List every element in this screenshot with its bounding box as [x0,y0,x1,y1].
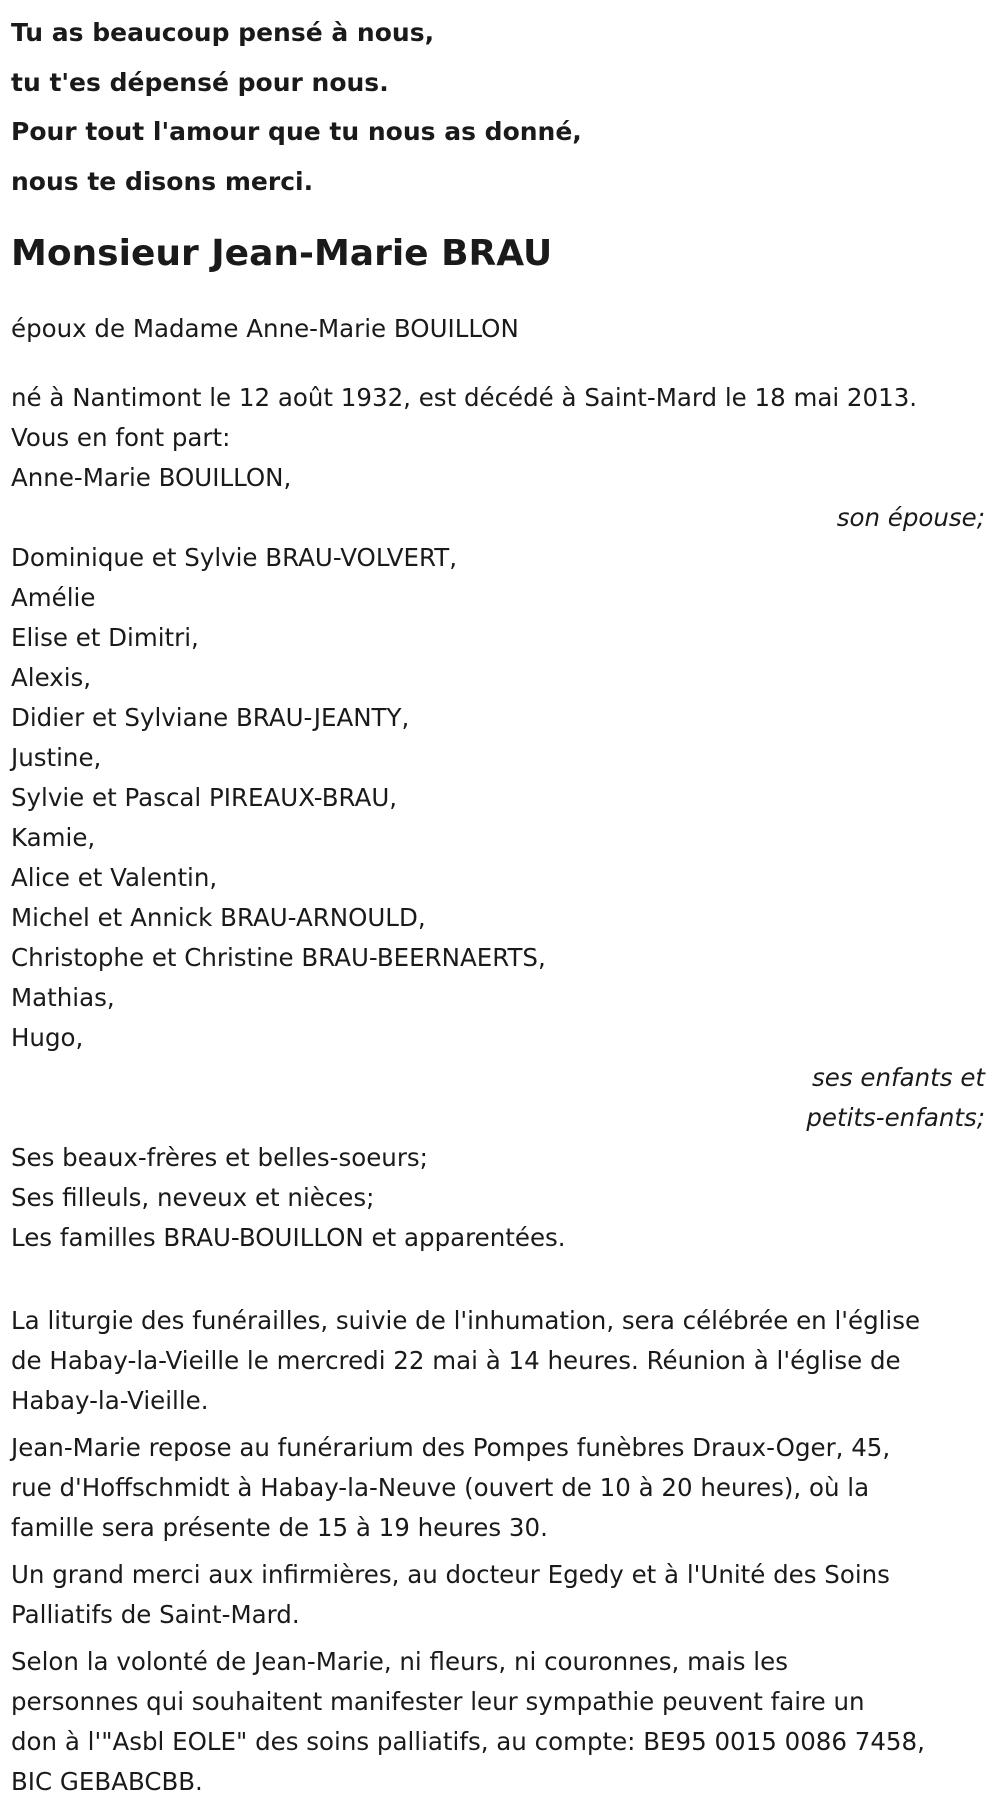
list-item: Didier et Sylviane BRAU-JEANTY, [11,703,410,732]
poem-line: Pour tout l'amour que tu nous as donné, [11,117,582,146]
text-line: Jean-Marie repose au funérarium des Pompes funèbres Draux-Oger, 45, [11,1433,891,1462]
list-item: Alice et Valentin, [11,863,218,892]
deceased-name: Monsieur Jean-Marie BRAU [11,233,553,274]
text-line: Palliatifs de Saint-Mard. [11,1600,300,1629]
list-item: Hugo, [11,1023,84,1052]
spouse-role: son épouse; [836,503,985,532]
text-line: La liturgie des funérailles, suivie de l'inhumation, sera célébrée en l'église [11,1306,921,1335]
spouse-entry: Anne-Marie BOUILLON, [11,463,292,492]
funeral-paragraph [11,1301,997,1421]
list-item: Michel et Annick BRAU-ARNOULD, [11,903,426,932]
thanks-paragraph [11,1555,997,1635]
list-item: Les familles BRAU-BOUILLON et apparentées. [11,1223,566,1252]
announcement-intro: Vous en font part: [11,423,231,452]
poem-line: nous te disons merci. [11,166,314,196]
poem-line: Tu as beaucoup pensé à nous, [11,18,435,47]
text-line: rue d'Hoffschmidt à Habay-la-Neuve (ouvert de 10 à 20 heures), où la [11,1473,870,1502]
children-role [11,1058,997,1138]
memorial-poem [11,0,997,206]
list-item: Justine, [11,743,102,772]
text-line: personnes qui souhaitent manifester leur sympathie peuvent faire un [11,1687,865,1716]
children-role-line: petits-enfants; [806,1103,985,1132]
section-spacer [11,1258,997,1301]
list-item: Amélie [11,583,96,612]
list-item: Alexis, [11,663,92,692]
list-item: Sylvie et Pascal PIREAUX-BRAU, [11,783,398,812]
children-list [11,538,997,1058]
text-line: de Habay-la-Vieille le mercredi 22 mai à 14 heures. Réunion à l'église de [11,1346,901,1375]
list-item: Ses beaux-frères et belles-soeurs; [11,1143,428,1172]
text-line: BIC GEBABCBB. [11,1767,203,1796]
text-line: don à l'"Asbl EOLE" des soins palliatifs, au compte: BE95 0015 0086 7458, [11,1727,925,1756]
list-item: Dominique et Sylvie BRAU-VOLVERT, [11,543,458,572]
list-item: Ses filleuls, neveux et nièces; [11,1183,375,1212]
text-line: Selon la volonté de Jean-Marie, ni fleurs, ni couronnes, mais les [11,1647,788,1676]
text-line: Habay-la-Vieille. [11,1386,209,1415]
funerarium-paragraph [11,1428,997,1548]
text-line: Un grand merci aux infirmières, au docteur Egedy et à l'Unité des Soins [11,1560,890,1589]
list-item: Christophe et Christine BRAU-BEERNAERTS, [11,943,546,972]
spouse-of-line: époux de Madame Anne-Marie BOUILLON [11,314,519,343]
text-line: famille sera présente de 15 à 19 heures 30. [11,1513,548,1542]
family-announcement [11,418,997,1258]
poem-line: tu t'es dépensé pour nous. [11,67,389,97]
birth-death-line: né à Nantimont le 12 août 1932, est décédé à Saint-Mard le 18 mai 2013. [11,383,918,412]
list-item: Elise et Dimitri, [11,623,199,652]
children-role-line: ses enfants et [812,1063,985,1092]
list-item: Mathias, [11,983,115,1012]
obituary-notice [11,0,997,1809]
other-relatives-list [11,1138,997,1258]
donation-paragraph [11,1642,997,1802]
list-item: Kamie, [11,823,96,852]
